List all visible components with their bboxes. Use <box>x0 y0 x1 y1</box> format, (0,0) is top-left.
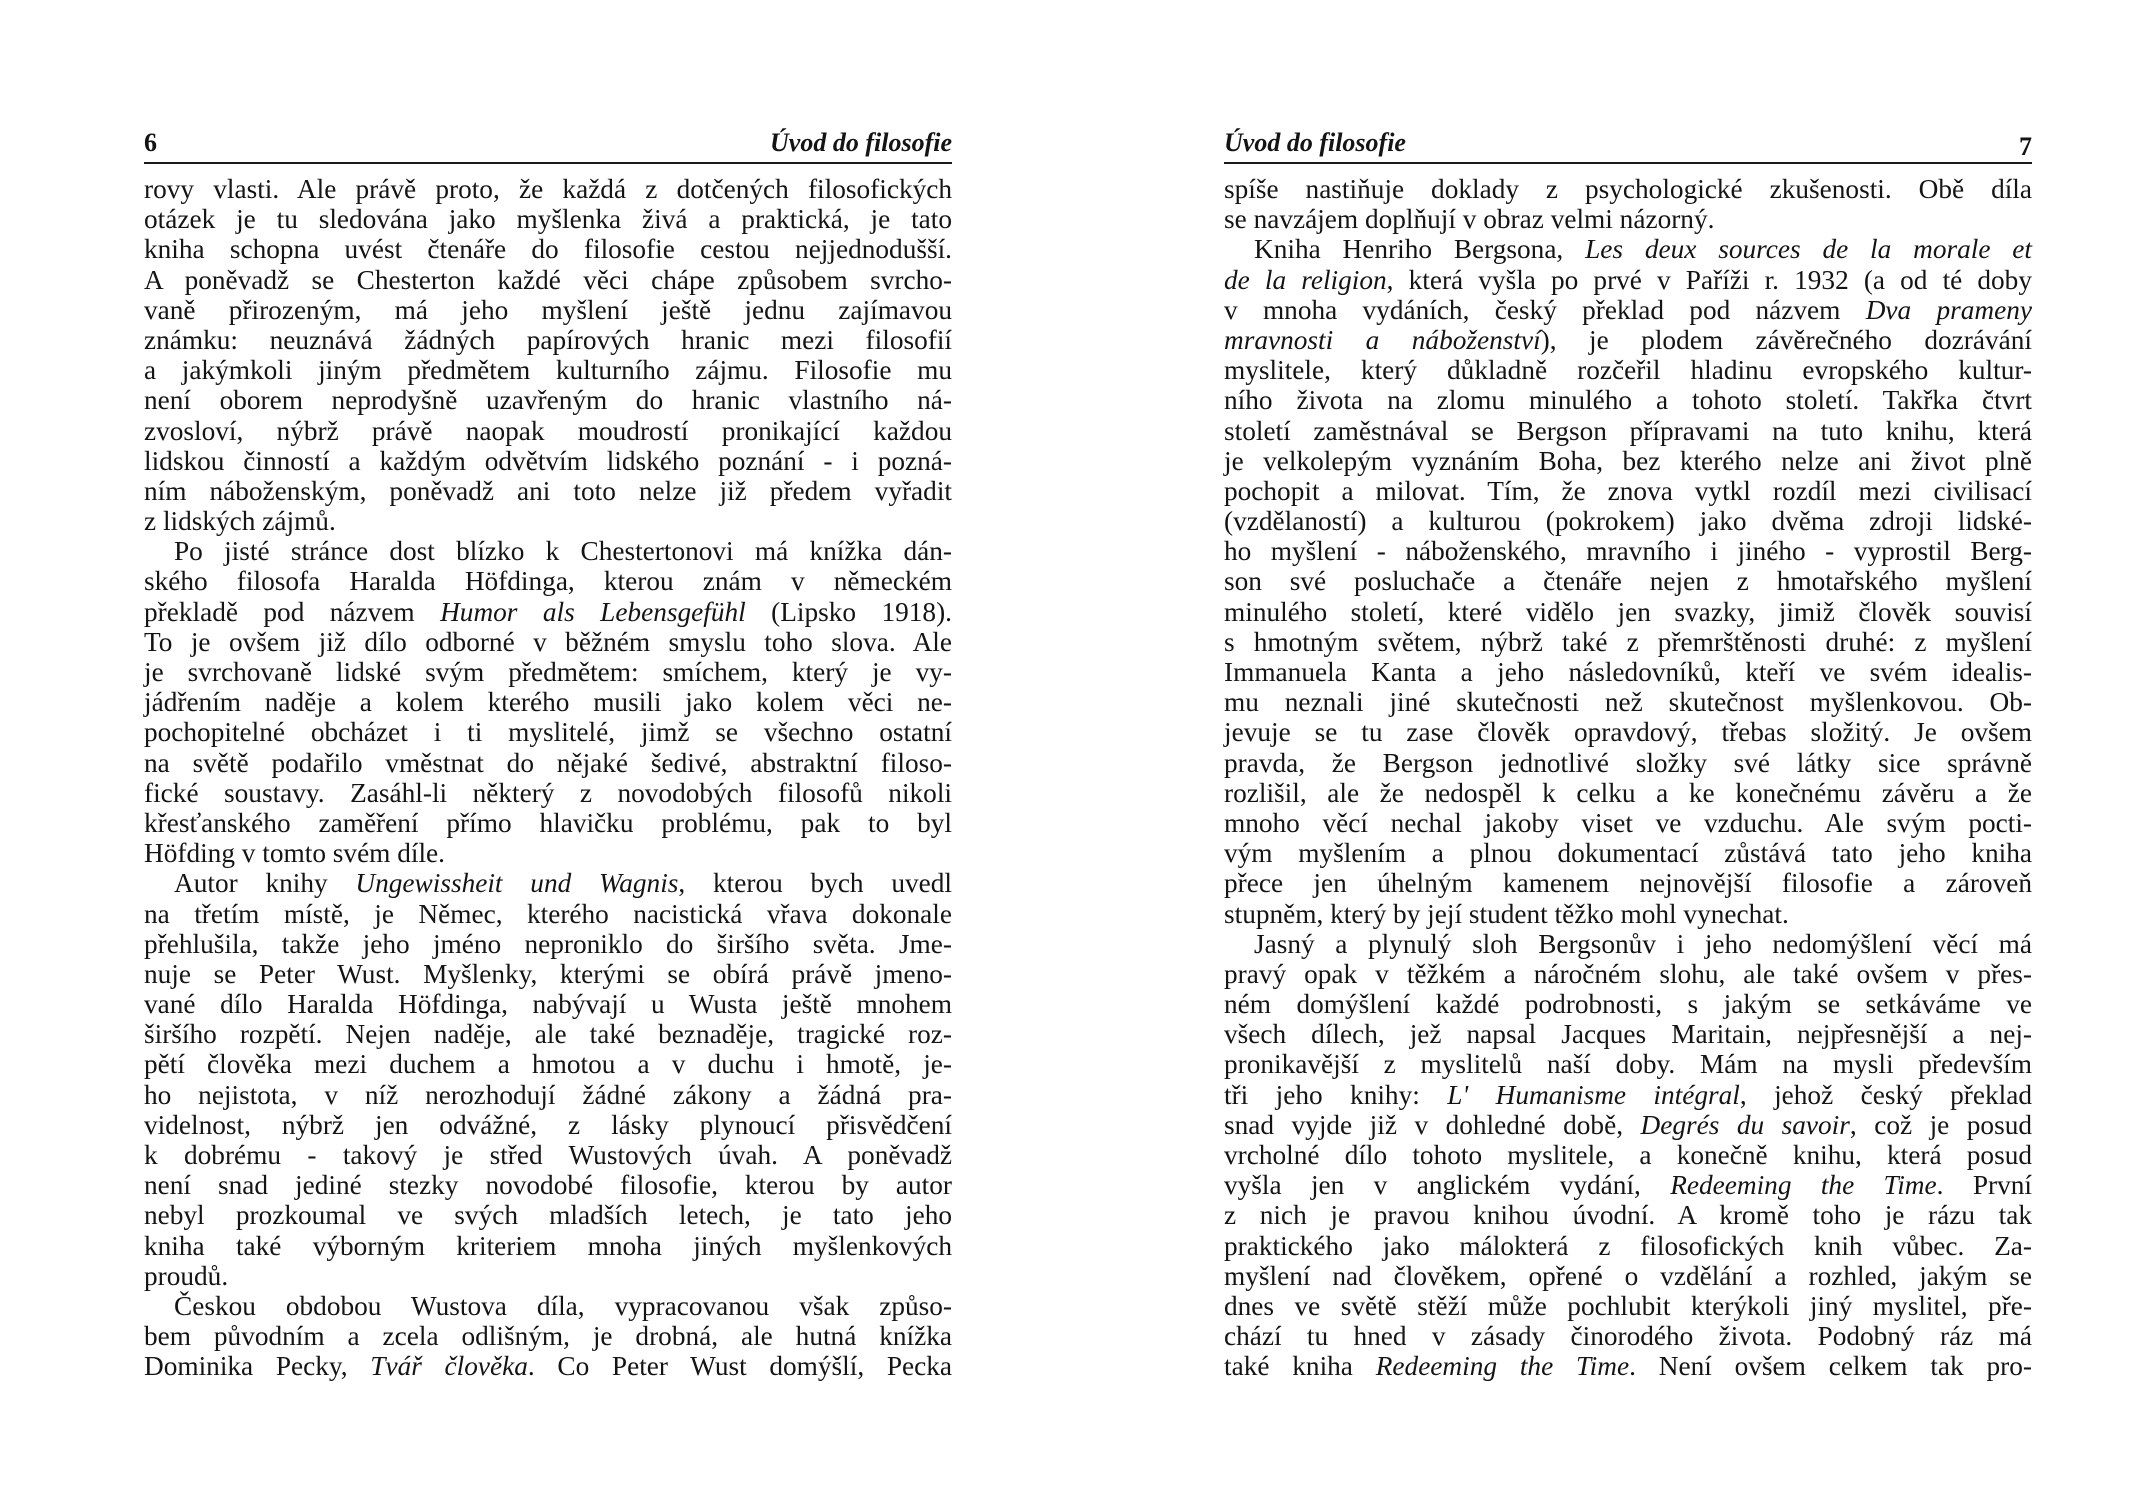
running-title: Úvod do filosofie <box>770 128 952 157</box>
text-line <box>144 597 952 627</box>
italic-title: Redeeming the Time <box>1670 1170 1937 1201</box>
text-line: bem původním a zcela odlišným, je drobná, ale hutná knížka <box>144 1321 952 1352</box>
text-line: minulého století, které vidělo jen svazky, jimiž člověk souvisí <box>1224 596 2032 627</box>
text-line: jevuje se tu zase člověk opravdový, třebas složitý. Je ovšem <box>1224 717 2032 748</box>
text-line: ho myšlení - náboženského, mravního i jiného - vyprostil Berg- <box>1224 536 2032 567</box>
text-line <box>144 868 952 898</box>
text-line: mnoho věcí nechal jakoby viset ve vzduchu. Ale svým pocti- <box>1224 807 2032 838</box>
text-line: vaně přirozeným, má jeho myšlení ještě jednu zajímavou <box>144 294 952 325</box>
running-title: Úvod do filosofie <box>1224 128 1406 157</box>
text-line <box>1224 1110 2032 1140</box>
text-span: Kniha Henriho Bergsona, <box>1254 234 1586 265</box>
text-line: Po jisté stránce dost blízko k Chestertonovi má knížka dán- <box>174 536 952 567</box>
italic-title: L' Humanisme intégral <box>1447 1079 1740 1110</box>
text-line: je velkolepým vyznáním Boha, bez kterého nelze ani život plně <box>1224 445 2032 476</box>
text-line: videlnost, nýbrž jen odvážné, z lásky plynoucí přisvědčení <box>144 1109 952 1140</box>
text-line: mu neznali jiné skutečnosti než skutečnost myšlenkovou. Ob- <box>1224 687 2032 718</box>
italic-title: Tvář člověka <box>370 1351 528 1382</box>
text-line: se navzájem doplňují v obraz velmi názorný. <box>1224 204 1715 235</box>
italic-title: mravnosti a náboženství <box>1224 324 1541 355</box>
page-number: 6 <box>144 128 157 157</box>
text-line: pochopit a milovat. Tím, že znova vytkl rozdíl mezi civilisací <box>1224 475 2032 506</box>
text-line: není oborem neprodyšně uzavřeným do hranic vlastního ná- <box>144 385 952 416</box>
text-line: pravda, že Bergson jednotlivé složky své látky sice správně <box>1224 747 2032 778</box>
text-span: , jehož český překlad <box>1739 1079 2032 1110</box>
text-line: Höfding v tomto svém díle. <box>144 838 445 869</box>
text-line: Jasný a plynulý sloh Bergsonův i jeho nedomýšlení věcí má <box>1254 928 2032 959</box>
text-line: (vzdělaností) a kulturou (pokrokem) jako dvěma zdroji lidské- <box>1224 506 2032 537</box>
text-span: vyšla jen v anglickém vydání, <box>1224 1170 1671 1201</box>
text-line: ho nejistota, v níž nerozhodují žádné zákony a žádná pra- <box>144 1079 952 1110</box>
text-line: chází tu hned v zásady činorodého života. Podobný ráz má <box>1224 1321 2032 1352</box>
text-line: není snad jediné stezky novodobé filosofie, kterou by autor <box>144 1170 952 1201</box>
text-line: praktického jako málokterá z filosofických knih vůbec. Za- <box>1224 1230 2032 1261</box>
text-line: jádřením naděje a kolem kterého musili jako kolem věci ne- <box>144 687 952 718</box>
text-line <box>1224 295 2032 325</box>
text-line: pravý opak v těžkém a náročném slohu, ale také ovšem v přes- <box>1224 958 2032 989</box>
text-line: z nich je pravou knihou úvodní. A kromě toho je rázu tak <box>1224 1200 2032 1231</box>
left-page-text <box>144 174 952 1382</box>
text-line: vrcholné dílo tohoto myslitele, a konečně knihu, která posud <box>1224 1140 2032 1170</box>
text-span: , kterou bych uvedl <box>678 868 952 899</box>
text-line: myslitele, který důkladně rozčeřil hladinu evropského kultur- <box>1224 355 2032 386</box>
text-line: ního života na zlomu minulého a tohoto století. Takřka čtvrt <box>1224 385 2032 416</box>
text-line: kniha také výborným kriteriem mnoha jiných myšlenkových <box>144 1230 952 1261</box>
italic-title: Redeeming the Time <box>1375 1351 1630 1382</box>
text-line: pronikavější z myslitelů naší doby. Mám na mysli především <box>1224 1049 2032 1080</box>
text-line: a jakýmkoli jiným předmětem kulturního zájmu. Filosofie mu <box>144 355 952 386</box>
left-page-header <box>144 128 952 164</box>
text-span: tři jeho knihy: <box>1224 1079 1448 1110</box>
text-line <box>1224 234 2032 264</box>
italic-title: Les deux sources de la morale et <box>1585 234 2032 265</box>
text-line: je svrchovaně lidské svým předmětem: smíchem, který je vy- <box>144 657 952 687</box>
text-line: známku: neuznává žádných papírových hranic mezi filosofií <box>144 324 952 355</box>
text-line: k dobrému - takový je střed Wustových úvah. A poněvadž <box>144 1140 952 1170</box>
text-line: proudů. <box>144 1260 229 1291</box>
text-line: son své posluchače a čtenáře nejen z hmotařského myšlení <box>1224 566 2032 597</box>
italic-title: Ungewissheit und Wagnis <box>355 868 679 899</box>
text-line: kniha schopna uvést čtenáře do filosofie cestou nejjednodušší. <box>144 234 952 265</box>
text-line: dnes ve světě stěží může pochlubit kterýkoli jiný myslitel, pře- <box>1224 1290 2032 1321</box>
text-line: přehlušila, takže jeho jméno neproniklo do širšího světa. Jme- <box>144 928 952 959</box>
text-line: pochopitelné obcházet i ti myslitelé, jimž se všechno ostatní <box>144 717 952 748</box>
text-line: všech dílech, jež napsal Jacques Maritain, nejpřesnější a nej- <box>1224 1019 2032 1050</box>
text-line: století zaměstnával se Bergson přípravami na tuto knihu, která <box>1224 415 2032 446</box>
text-line: z lidských zájmů. <box>144 506 336 537</box>
text-span: také kniha <box>1224 1351 1376 1382</box>
right-page-header <box>1224 128 2032 164</box>
text-line: ním náboženským, poněvadž ani toto nelze již předem vyřadit <box>144 475 952 506</box>
text-line <box>1224 1080 2032 1110</box>
text-line: fické soustavy. Zasáhl-li některý z novodobých filosofů nikoli <box>144 777 952 808</box>
text-line: křesťanského zaměření přímo hlavičku problému, pak to byl <box>144 807 952 838</box>
italic-title: Degrés du savoir <box>1640 1109 1850 1140</box>
text-line: stupněm, který by její student těžko mohl vynechat. <box>1224 898 1789 929</box>
text-line: To je ovšem již dílo odborné v běžném smyslu toho slova. Ale <box>144 626 952 657</box>
text-line: ského filosofa Haralda Höfdinga, kterou znám v německém <box>144 566 952 597</box>
text-line: rovy vlasti. Ale právě proto, že každá z dotčených filosofických <box>144 174 952 204</box>
text-line: přece jen úhelným kamenem nejnovější filosofie a zároveň <box>1224 868 2032 899</box>
text-span: Dominika Pecky, <box>144 1351 371 1382</box>
text-line: s hmotným světem, nýbrž také z přemrštěnosti druhé: z myšlení <box>1224 626 2032 657</box>
text-line: nebyl prozkoumal ve svých mladších letech, je tato jeho <box>144 1200 952 1231</box>
text-line: lidskou činností a každým odvětvím lidského poznání - i pozná- <box>144 445 952 476</box>
text-line <box>1224 265 2032 295</box>
text-line: Immanuela Kanta a jeho následovníků, kteří ve svém idealis- <box>1224 657 2032 687</box>
text-line <box>1224 325 2032 355</box>
text-line: rozlišil, ale že nedospěl k celku a ke konečnému závěru a že <box>1224 777 2032 808</box>
text-span: . Co Peter Wust domýšlí, Pecka <box>527 1351 952 1382</box>
text-line: otázek je tu sledována jako myšlenka živá a praktická, je tato <box>144 204 952 235</box>
text-span: Autor knihy <box>174 868 356 899</box>
text-line <box>1224 1351 2032 1381</box>
right-page <box>1224 128 2032 1382</box>
text-line <box>144 1351 952 1381</box>
text-span: , což je posud <box>1849 1109 2032 1140</box>
text-line: ném domýšlení každé podrobnosti, s jakým se setkáváme ve <box>1224 989 2032 1020</box>
left-page <box>144 128 952 1382</box>
text-line: na světě podařilo vměstnat do nějaké šedivé, abstraktní filoso- <box>144 747 952 778</box>
text-line: nuje se Peter Wust. Myšlenky, kterými se obírá právě jmeno- <box>144 958 952 989</box>
text-line: spíše nastiňuje doklady z psychologické zkušenosti. Obě díla <box>1224 174 2032 204</box>
text-line <box>1224 1170 2032 1200</box>
text-line: myšlení nad člověkem, opřené o vzdělání a rozhled, jakým se <box>1224 1260 2032 1291</box>
italic-title: Humor als Lebensgefühl <box>440 596 746 627</box>
text-span: překladě pod názvem <box>144 596 441 627</box>
italic-title: Dva prameny <box>1865 294 2032 325</box>
text-line: vané dílo Haralda Höfdinga, nabývají u Wusta ještě mnohem <box>144 989 952 1020</box>
text-span: , která vyšla po prvé v Paříži r. 1932 (a od té doby <box>1386 264 2032 295</box>
text-span: . První <box>1936 1170 2032 1201</box>
right-page-text <box>1224 174 2032 1382</box>
text-line: vým myšlením a plnou dokumentací zůstává tato jeho kniha <box>1224 838 2032 869</box>
page-number: 7 <box>2019 132 2032 161</box>
text-line: A poněvadž se Chesterton každé věci chápe způsobem svrcho- <box>144 264 952 295</box>
text-line: zvosloví, nýbrž právě naopak moudrostí pronikající každou <box>144 415 952 446</box>
text-line: pětí člověka mezi duchem a hmotou a v duchu i hmotě, je- <box>144 1049 952 1080</box>
text-span: ), je plodem závěrečného dozrávání <box>1540 324 2032 355</box>
text-line: Českou obdobou Wustova díla, vypracovanou však způso- <box>174 1290 952 1321</box>
text-span: snad vyjde již v dohledné době, <box>1224 1109 1641 1140</box>
text-span: v mnoha vydáních, český překlad pod názvem <box>1224 294 1866 325</box>
text-span: (Lipsko 1918). <box>745 596 952 627</box>
text-line: širšího rozpětí. Nejen naděje, ale také beznaděje, tragické roz- <box>144 1019 952 1050</box>
italic-title: de la religion <box>1224 264 1387 295</box>
text-span: . Není ovšem celkem tak pro- <box>1629 1351 2032 1382</box>
text-line: na třetím místě, je Němec, kterého nacistická vřava dokonale <box>144 898 952 929</box>
